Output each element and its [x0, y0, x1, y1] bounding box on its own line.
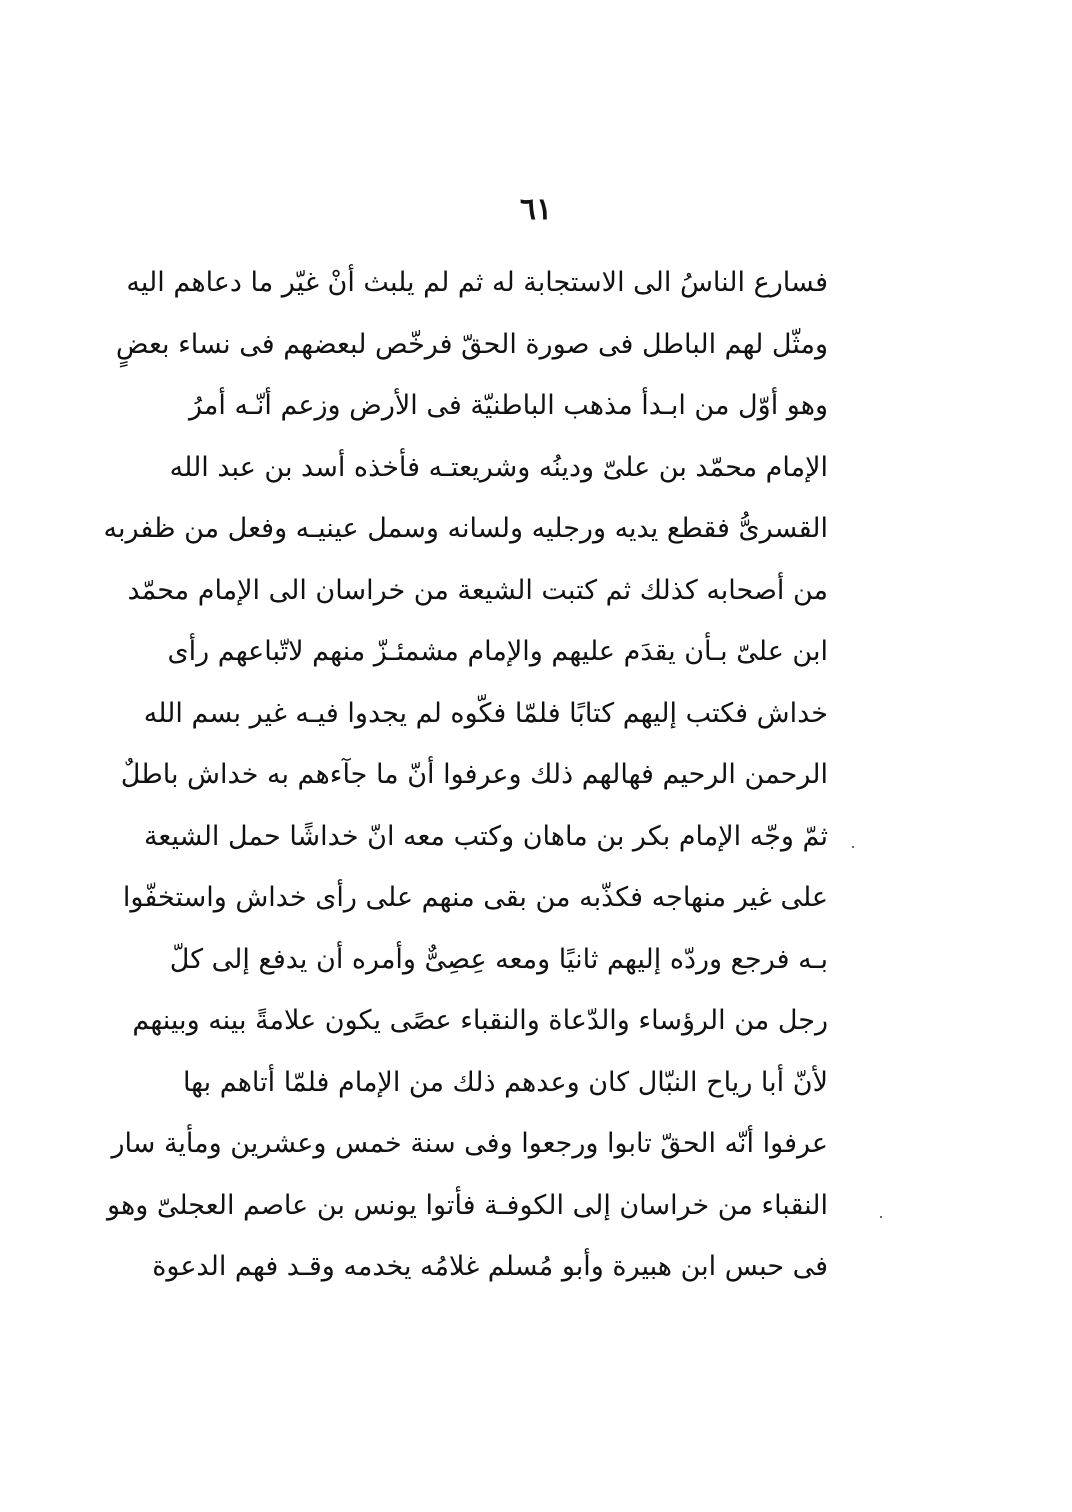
page-number: ٦١	[519, 192, 553, 227]
text-line-2: ومثّل لهم الباطل فى صورة الحقّ فرخّص لبعضهم فى نساء بعضٍ	[115, 328, 828, 360]
scan-speck	[880, 1216, 882, 1218]
text-line-9: الرحمن الرحيم فهالهم ذلك وعرفوا أنّ ما جآءهم به خداش باطلٌ	[120, 759, 828, 790]
text-line-17: فى حبس ابن هبيرة وأبو مُسلم غلامُه يخدمه وقـد فهم الدعوة	[152, 1251, 828, 1282]
text-line-1: فسارع الناسُ الى الاستجابة له ثم لم يلبث أنْ غيّر ما دعاهم اليه	[126, 267, 828, 298]
text-line-7: ابن علىّ بـأن يقدَم عليهم والإمام مشمئـزّ منهم لاتّباعهم رأى	[167, 636, 828, 667]
text-line-6: من أصحابه كذلك ثم كتبت الشيعة من خراسان الى الإمام محمّد	[127, 574, 828, 606]
text-line-14: لأنّ أبا رياح النبّال كان وعدهم ذلك من الإمام فلمّا أتاهم بها	[182, 1066, 828, 1098]
text-line-11: على غير منهاجه فكذّبه من بقى منهم على رأى خداش واستخفّوا	[122, 882, 828, 913]
text-line-4: الإمام محمّد بن علىّ ودينُه وشريعتـه فأخذه أسد بن عبد الله	[169, 451, 828, 483]
text-line-13: رجل من الرؤساء والدّعاة والنقباء عصًى يكون علامةً بينه وبينهم	[132, 1005, 828, 1036]
text-line-15: عرفوا أنّه الحقّ تابوا ورجعوا وفى سنة خمس وعشرين ومأية سار	[111, 1128, 828, 1159]
text-line-8: خداش فكتب إليهم كتابًا فلمّا فكّوه لم يجدوا فيـه غير بسم الله	[143, 697, 828, 729]
text-line-10: ثمّ وجّه الإمام بكر بن ماهان وكتب معه انّ خداشًا حمل الشيعة	[143, 820, 828, 852]
text-line-12: بـه فرجع وردّه إليهم ثانيًا ومعه عِصِىٌّ وأمره أن يدفع إلى كلّ	[169, 943, 828, 975]
text-line-16: النقباء من خراسان إلى الكوفـة فأتوا يونس بن عاصم العجلىّ وهو	[107, 1189, 828, 1221]
body-text	[103, 252, 828, 1298]
text-line-5: القسرىُّ فقطع يديه ورجليه ولسانه وسمل عينيـه وفعل من ظفربه	[103, 513, 828, 544]
scan-speck	[852, 846, 854, 848]
text-line-3: وهو أوّل من ابـدأ مذهب الباطنيّة فى الأرض وزعم أنّـه أمرُ	[189, 390, 828, 421]
